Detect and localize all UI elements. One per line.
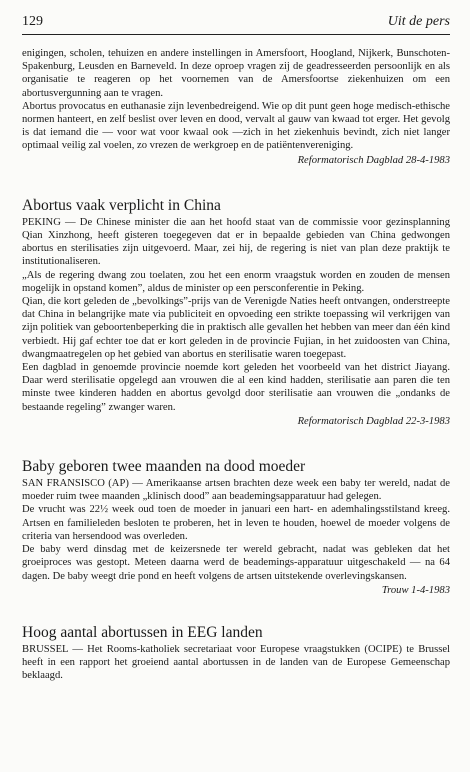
intro-article [22,47,450,167]
source-citation: Reformatorisch Dagblad 28-4-1983 [297,154,450,166]
source-citation: Trouw 1-4-1983 [381,584,450,596]
divider-space [22,597,450,624]
paragraph: BRUSSEL — Het Rooms-katholiek secretariaat voor Europese vraagstukken (OCIPE) te Brussel heeft in een rapport het groeiend aantal abortussen in de landen van de Europese Gemeenschap beklaagd. [22,643,450,682]
page-number: 129 [22,14,43,29]
article-headline: Abortus vaak verplicht in China [22,196,221,214]
paragraph: De vrucht was 22½ week oud toen de moeder in januari een hart- en ademhalingsstilstand kreeg. Artsen en familieleden besloten te proberen, het in leven te houden, hoewel de moeder volgens de criteria van hersendood was overleden. [22,504,450,542]
paragraph: De baby werd dinsdag met de keizersnede ter wereld gebracht, nadat was gebleken dat het groeiproces was gestopt. Meteen daarna werd de beademings-apparatuur uitgeschakeld — na 64 dagen. De baby weegt drie pond en heeft volgens de artsen uitstekende overlevingskansen. [22,544,450,582]
running-title: Uit de pers [387,14,450,29]
paragraph: PEKING — De Chinese minister die aan het hoofd staat van de commissie voor gezinsplanning Qian Xinzhong, heeft gisteren toegegeven dat er in bepaalde gebieden van China gedwongen abortus en sterilisaties zijn uitgevoerd. Maar, zei hij, de regering is niet van plan deze praktijk te institutionaliseren. [22,216,450,268]
page-body [22,47,450,683]
divider-space [22,428,450,458]
paragraph: SAN FRANSISCO (AP) — Amerikaanse artsen brachten deze week een baby ter wereld, nadat de moeder ruim twee maanden „klinisch dood” aan beademingsapparatuur had gelegen. [22,478,450,503]
article-eeg [22,624,450,683]
paragraph: „Als de regering dwang zou toelaten, zou het een enorm vraagstuk worden en zouden de mensen mogelijk in opstand komen”, aldus de minister op een persconferentie in Peking. [22,269,450,294]
page-header [22,12,450,35]
paragraph: Een dagblad in genoemde provincie noemde kort geleden het voorbeeld van het district Jiayang. Daar werd sterilisatie opgelegd aan vrouwen die al een kind hadden, sterilisatie aan paren die ten minste twee kinderen hadden en abortus gevolgd door sterilisatie aan vrouwen die „ondanks de bestaande regeling” zwanger waren. [22,362,450,413]
paragraph: Abortus provocatus en euthanasie zijn levenbedreigend. Wie op dit punt geen hoge medisch-ethische normen hanteert, en zelf beslist over leven en dood, vervalt al gauw van kwaad tot erger. Het gevolg is dat iemand die — voor wat voor kwaal ook —zich in het ziekenhuis bevindt, zich niet langer optimaal veilig zal voelen, zo vrezen de werkgroep en de patiëntenvereniging. [22,100,450,152]
paragraph: enigingen, scholen, tehuizen en andere instellingen in Amersfoort, Hoogland, Nijkerk, Bunschoten-Spakenburg, Leusden en Barneveld. In deze oproep vragen zij de geadresseerden persoonlijk en als organisatie te reageren op het voornemen van de Amersfoortse ziekenhuizen om een abortusvergunning aan te vragen. [22,48,450,99]
paragraph: Qian, die kort geleden de „bevolkings”-prijs van de Verenigde Naties heeft ontvangen, onderstreepte dat China in belangrijke mate via publiciteit en opvoeding een strikte toepassing wil verkrijgen van zijn politiek van geboortenbeperking die in praktisch alle gevallen het hebben van meer dan één kind verbiedt. Hij gaf echter toe dat er kort geleden in de provincie Fujian, in het zuidoosten van China, dwangmaatregelen op het gebied van abortus en sterilisatie waren toegepast. [22,296,451,360]
article-china [22,197,450,428]
article-headline: Baby geboren twee maanden na dood moeder [22,458,306,476]
article-baby [22,458,450,597]
source-citation: Reformatorisch Dagblad 22-3-1983 [297,415,450,427]
article-headline: Hoog aantal abortussen in EEG landen [22,623,263,641]
divider-space [22,167,450,197]
